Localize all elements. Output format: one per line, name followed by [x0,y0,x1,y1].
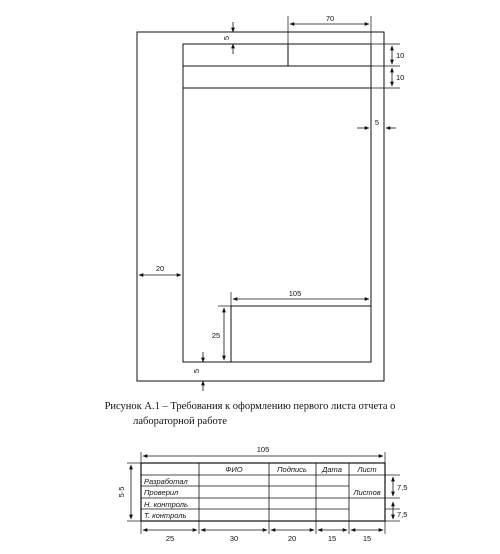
dim-bottom-width: 105 [288,289,302,298]
bottom-stamp-block [231,306,371,362]
tb-col-width-3: 20 [287,534,297,543]
tb-right-height-1: 7,5 [397,483,408,492]
figure-caption-line-2: лабораторной работе [133,416,227,427]
sheet-diagram [137,32,384,381]
tb-total-width: 105 [256,445,270,454]
figure-caption-line-1: Рисунок А.1 – Требования к оформлению первого листа отчета о [104,401,396,412]
dim-bottom-height: 25 [211,331,221,340]
tb-right-height-2: 7,5 [397,510,408,519]
extension-lines [218,16,400,362]
dim-left-margin: 20 [155,264,165,273]
tb-row-t-control: Т. контроль [144,511,187,520]
tb-sheets-label: Листов [353,488,381,497]
tb-col-width-5: 15 [362,534,372,543]
dim-top-offset: 5 [222,35,231,41]
tb-row-n-control: Н. контроль [144,500,188,509]
sheet-outer-border [137,32,384,381]
dim-top-width: 70 [325,14,335,23]
tb-row-checked: Проверил [144,488,179,497]
tb-col-width-2: 30 [229,534,239,543]
tb-header-signature: Подпись [277,465,307,474]
tb-col-width-4: 15 [327,534,337,543]
dimension-arrows [139,22,396,391]
tb-header-fio: ФИО [225,465,243,474]
tb-header-date: Дата [322,465,342,474]
tb-total-height: 5·5 [117,486,126,498]
sheet-inner-frame [183,44,371,362]
dim-right-margin: 5 [374,118,380,127]
tb-header-sheet: Лист [357,465,377,474]
dim-bottom-margin: 5 [192,368,201,374]
tb-col-width-1: 25 [165,534,175,543]
dim-row1-height: 10 [396,51,405,60]
dim-row2-height: 10 [396,73,405,82]
tb-row-developed: Разработал [144,477,188,486]
